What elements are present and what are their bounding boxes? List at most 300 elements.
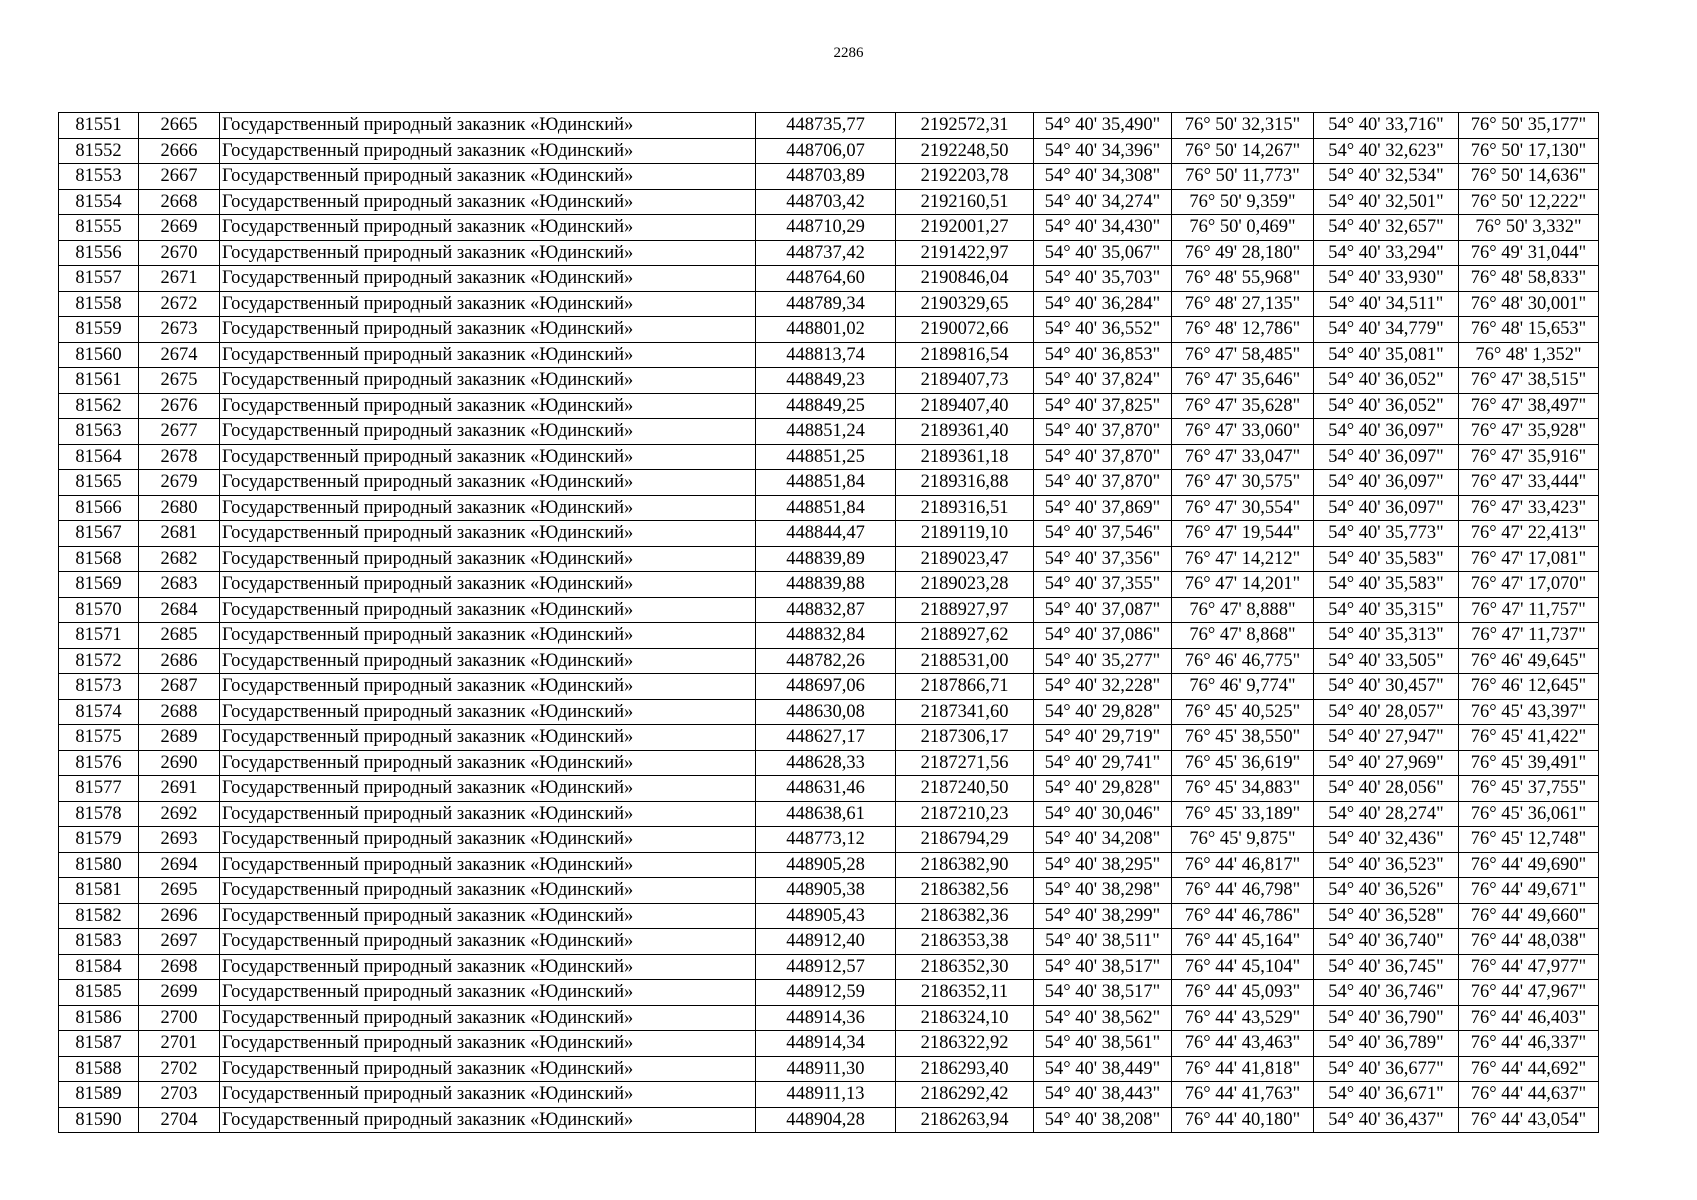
territory-name-cell: Государственный природный заказник «Юдинский» [220, 1107, 756, 1133]
point-number-cell: 2703 [139, 1082, 220, 1108]
territory-name-cell: Государственный природный заказник «Юдинский» [220, 725, 756, 751]
point-number-cell: 2670 [139, 240, 220, 266]
latitude-2-cell: 54° 40' 34,779" [1314, 317, 1459, 343]
longitude-2-cell: 76° 45' 36,061" [1459, 801, 1599, 827]
longitude-1-cell: 76° 45' 36,619" [1172, 750, 1314, 776]
territory-name-cell: Государственный природный заказник «Юдинский» [220, 215, 756, 241]
latitude-2-cell: 54° 40' 35,313" [1314, 623, 1459, 649]
coord-y-cell: 2191422,97 [896, 240, 1034, 266]
row-number-cell: 81551 [59, 113, 139, 139]
coord-x-cell: 448628,33 [756, 750, 896, 776]
longitude-2-cell: 76° 45' 12,748" [1459, 827, 1599, 853]
latitude-1-cell: 54° 40' 38,208" [1034, 1107, 1172, 1133]
point-number-cell: 2686 [139, 648, 220, 674]
table-row [59, 623, 1599, 649]
territory-name-cell: Государственный природный заказник «Юдинский» [220, 852, 756, 878]
row-number-cell: 81586 [59, 1005, 139, 1031]
territory-name-cell: Государственный природный заказник «Юдинский» [220, 827, 756, 853]
row-number-cell: 81561 [59, 368, 139, 394]
latitude-1-cell: 54° 40' 37,869" [1034, 495, 1172, 521]
latitude-2-cell: 54° 40' 32,657" [1314, 215, 1459, 241]
table-row [59, 393, 1599, 419]
coord-x-cell: 448905,38 [756, 878, 896, 904]
coord-x-cell: 448832,87 [756, 597, 896, 623]
longitude-1-cell: 76° 45' 40,525" [1172, 699, 1314, 725]
longitude-2-cell: 76° 44' 43,054" [1459, 1107, 1599, 1133]
table-row [59, 444, 1599, 470]
territory-name-cell: Государственный природный заказник «Юдинский» [220, 674, 756, 700]
table-row [59, 1082, 1599, 1108]
territory-name-cell: Государственный природный заказник «Юдинский» [220, 954, 756, 980]
longitude-1-cell: 76° 45' 34,883" [1172, 776, 1314, 802]
coord-x-cell: 448912,59 [756, 980, 896, 1006]
longitude-2-cell: 76° 45' 43,397" [1459, 699, 1599, 725]
latitude-1-cell: 54° 40' 32,228" [1034, 674, 1172, 700]
row-number-cell: 81553 [59, 164, 139, 190]
coord-x-cell: 448914,34 [756, 1031, 896, 1057]
territory-name-cell: Государственный природный заказник «Юдинский» [220, 444, 756, 470]
point-number-cell: 2671 [139, 266, 220, 292]
point-number-cell: 2673 [139, 317, 220, 343]
row-number-cell: 81572 [59, 648, 139, 674]
table-row [59, 240, 1599, 266]
table-row [59, 164, 1599, 190]
longitude-2-cell: 76° 45' 37,755" [1459, 776, 1599, 802]
latitude-1-cell: 54° 40' 38,517" [1034, 980, 1172, 1006]
coord-x-cell: 448844,47 [756, 521, 896, 547]
row-number-cell: 81569 [59, 572, 139, 598]
latitude-1-cell: 54° 40' 37,870" [1034, 419, 1172, 445]
longitude-2-cell: 76° 44' 48,038" [1459, 929, 1599, 955]
latitude-1-cell: 54° 40' 38,511" [1034, 929, 1172, 955]
coord-y-cell: 2186353,38 [896, 929, 1034, 955]
table-row [59, 699, 1599, 725]
territory-name-cell: Государственный природный заказник «Юдинский» [220, 572, 756, 598]
longitude-2-cell: 76° 46' 49,645" [1459, 648, 1599, 674]
longitude-1-cell: 76° 50' 0,469" [1172, 215, 1314, 241]
latitude-2-cell: 54° 40' 35,583" [1314, 572, 1459, 598]
coord-y-cell: 2192248,50 [896, 138, 1034, 164]
point-number-cell: 2698 [139, 954, 220, 980]
point-number-cell: 2704 [139, 1107, 220, 1133]
coord-x-cell: 448904,28 [756, 1107, 896, 1133]
table-row [59, 1107, 1599, 1133]
row-number-cell: 81557 [59, 266, 139, 292]
row-number-cell: 81573 [59, 674, 139, 700]
latitude-1-cell: 54° 40' 37,086" [1034, 623, 1172, 649]
coord-x-cell: 448905,43 [756, 903, 896, 929]
latitude-2-cell: 54° 40' 34,511" [1314, 291, 1459, 317]
longitude-1-cell: 76° 47' 19,544" [1172, 521, 1314, 547]
point-number-cell: 2677 [139, 419, 220, 445]
coord-x-cell: 448905,28 [756, 852, 896, 878]
point-number-cell: 2681 [139, 521, 220, 547]
longitude-2-cell: 76° 47' 11,757" [1459, 597, 1599, 623]
point-number-cell: 2696 [139, 903, 220, 929]
point-number-cell: 2694 [139, 852, 220, 878]
coord-y-cell: 2192160,51 [896, 189, 1034, 215]
coord-x-cell: 448789,34 [756, 291, 896, 317]
coord-y-cell: 2189316,88 [896, 470, 1034, 496]
coord-x-cell: 448914,36 [756, 1005, 896, 1031]
row-number-cell: 81577 [59, 776, 139, 802]
coord-y-cell: 2189407,73 [896, 368, 1034, 394]
table-row [59, 1031, 1599, 1057]
longitude-2-cell: 76° 45' 41,422" [1459, 725, 1599, 751]
longitude-1-cell: 76° 49' 28,180" [1172, 240, 1314, 266]
latitude-1-cell: 54° 40' 29,741" [1034, 750, 1172, 776]
latitude-1-cell: 54° 40' 30,046" [1034, 801, 1172, 827]
territory-name-cell: Государственный природный заказник «Юдинский» [220, 903, 756, 929]
row-number-cell: 81558 [59, 291, 139, 317]
territory-name-cell: Государственный природный заказник «Юдинский» [220, 699, 756, 725]
latitude-1-cell: 54° 40' 37,355" [1034, 572, 1172, 598]
table-row [59, 954, 1599, 980]
row-number-cell: 81566 [59, 495, 139, 521]
latitude-1-cell: 54° 40' 38,562" [1034, 1005, 1172, 1031]
row-number-cell: 81565 [59, 470, 139, 496]
territory-name-cell: Государственный природный заказник «Юдинский» [220, 1082, 756, 1108]
territory-name-cell: Государственный природный заказник «Юдинский» [220, 495, 756, 521]
row-number-cell: 81559 [59, 317, 139, 343]
coordinates-table-container [58, 112, 1599, 1133]
latitude-1-cell: 54° 40' 38,298" [1034, 878, 1172, 904]
latitude-2-cell: 54° 40' 35,315" [1314, 597, 1459, 623]
row-number-cell: 81578 [59, 801, 139, 827]
longitude-1-cell: 76° 47' 35,628" [1172, 393, 1314, 419]
longitude-1-cell: 76° 47' 33,047" [1172, 444, 1314, 470]
coord-x-cell: 448851,84 [756, 495, 896, 521]
territory-name-cell: Государственный природный заказник «Юдинский» [220, 648, 756, 674]
coord-y-cell: 2186324,10 [896, 1005, 1034, 1031]
longitude-1-cell: 76° 45' 9,875" [1172, 827, 1314, 853]
territory-name-cell: Государственный природный заказник «Юдинский» [220, 929, 756, 955]
territory-name-cell: Государственный природный заказник «Юдинский» [220, 1005, 756, 1031]
latitude-2-cell: 54° 40' 30,457" [1314, 674, 1459, 700]
table-row [59, 266, 1599, 292]
coord-y-cell: 2186322,92 [896, 1031, 1034, 1057]
latitude-2-cell: 54° 40' 33,505" [1314, 648, 1459, 674]
latitude-2-cell: 54° 40' 32,534" [1314, 164, 1459, 190]
coord-x-cell: 448782,26 [756, 648, 896, 674]
latitude-1-cell: 54° 40' 38,299" [1034, 903, 1172, 929]
coord-x-cell: 448851,24 [756, 419, 896, 445]
longitude-1-cell: 76° 50' 9,359" [1172, 189, 1314, 215]
row-number-cell: 81587 [59, 1031, 139, 1057]
longitude-2-cell: 76° 44' 49,690" [1459, 852, 1599, 878]
territory-name-cell: Государственный природный заказник «Юдинский» [220, 521, 756, 547]
latitude-1-cell: 54° 40' 38,561" [1034, 1031, 1172, 1057]
longitude-2-cell: 76° 46' 12,645" [1459, 674, 1599, 700]
longitude-2-cell: 76° 47' 38,515" [1459, 368, 1599, 394]
latitude-2-cell: 54° 40' 36,789" [1314, 1031, 1459, 1057]
longitude-1-cell: 76° 44' 40,180" [1172, 1107, 1314, 1133]
table-row [59, 189, 1599, 215]
row-number-cell: 81582 [59, 903, 139, 929]
longitude-1-cell: 76° 47' 30,575" [1172, 470, 1314, 496]
coord-x-cell: 448631,46 [756, 776, 896, 802]
coord-y-cell: 2187341,60 [896, 699, 1034, 725]
coord-x-cell: 448912,40 [756, 929, 896, 955]
latitude-2-cell: 54° 40' 36,097" [1314, 419, 1459, 445]
table-row [59, 215, 1599, 241]
territory-name-cell: Государственный природный заказник «Юдинский» [220, 597, 756, 623]
row-number-cell: 81560 [59, 342, 139, 368]
latitude-1-cell: 54° 40' 34,430" [1034, 215, 1172, 241]
coord-x-cell: 448710,29 [756, 215, 896, 241]
table-row [59, 419, 1599, 445]
latitude-2-cell: 54° 40' 36,523" [1314, 852, 1459, 878]
coordinates-table [58, 112, 1599, 1133]
longitude-1-cell: 76° 50' 32,315" [1172, 113, 1314, 139]
row-number-cell: 81556 [59, 240, 139, 266]
point-number-cell: 2702 [139, 1056, 220, 1082]
row-number-cell: 81576 [59, 750, 139, 776]
territory-name-cell: Государственный природный заказник «Юдинский» [220, 801, 756, 827]
longitude-1-cell: 76° 44' 46,786" [1172, 903, 1314, 929]
coord-y-cell: 2192203,78 [896, 164, 1034, 190]
row-number-cell: 81574 [59, 699, 139, 725]
point-number-cell: 2667 [139, 164, 220, 190]
coord-x-cell: 448630,08 [756, 699, 896, 725]
territory-name-cell: Государственный природный заказник «Юдинский» [220, 164, 756, 190]
point-number-cell: 2678 [139, 444, 220, 470]
territory-name-cell: Государственный природный заказник «Юдинский» [220, 419, 756, 445]
latitude-2-cell: 54° 40' 36,746" [1314, 980, 1459, 1006]
longitude-2-cell: 76° 47' 33,423" [1459, 495, 1599, 521]
coord-y-cell: 2187210,23 [896, 801, 1034, 827]
latitude-1-cell: 54° 40' 36,552" [1034, 317, 1172, 343]
longitude-1-cell: 76° 47' 8,888" [1172, 597, 1314, 623]
table-row [59, 495, 1599, 521]
point-number-cell: 2674 [139, 342, 220, 368]
longitude-1-cell: 76° 48' 55,968" [1172, 266, 1314, 292]
table-row [59, 342, 1599, 368]
coord-y-cell: 2186263,94 [896, 1107, 1034, 1133]
table-row [59, 725, 1599, 751]
point-number-cell: 2701 [139, 1031, 220, 1057]
coord-y-cell: 2189316,51 [896, 495, 1034, 521]
longitude-1-cell: 76° 47' 35,646" [1172, 368, 1314, 394]
table-row [59, 368, 1599, 394]
table-row [59, 1056, 1599, 1082]
coord-x-cell: 448697,06 [756, 674, 896, 700]
coord-y-cell: 2186352,30 [896, 954, 1034, 980]
table-row [59, 521, 1599, 547]
longitude-2-cell: 76° 47' 35,916" [1459, 444, 1599, 470]
coord-x-cell: 448849,23 [756, 368, 896, 394]
longitude-2-cell: 76° 48' 15,653" [1459, 317, 1599, 343]
territory-name-cell: Государственный природный заказник «Юдинский» [220, 342, 756, 368]
latitude-1-cell: 54° 40' 38,443" [1034, 1082, 1172, 1108]
table-row [59, 291, 1599, 317]
longitude-1-cell: 76° 44' 41,763" [1172, 1082, 1314, 1108]
territory-name-cell: Государственный природный заказник «Юдинский» [220, 368, 756, 394]
row-number-cell: 81552 [59, 138, 139, 164]
longitude-1-cell: 76° 44' 45,093" [1172, 980, 1314, 1006]
table-body [59, 113, 1599, 1133]
table-row [59, 903, 1599, 929]
coord-y-cell: 2187306,17 [896, 725, 1034, 751]
coord-y-cell: 2188531,00 [896, 648, 1034, 674]
longitude-2-cell: 76° 47' 33,444" [1459, 470, 1599, 496]
coord-x-cell: 448706,07 [756, 138, 896, 164]
point-number-cell: 2695 [139, 878, 220, 904]
longitude-1-cell: 76° 47' 8,868" [1172, 623, 1314, 649]
coord-x-cell: 448773,12 [756, 827, 896, 853]
point-number-cell: 2700 [139, 1005, 220, 1031]
territory-name-cell: Государственный природный заказник «Юдинский» [220, 189, 756, 215]
longitude-1-cell: 76° 50' 11,773" [1172, 164, 1314, 190]
point-number-cell: 2665 [139, 113, 220, 139]
coord-x-cell: 448851,25 [756, 444, 896, 470]
latitude-1-cell: 54° 40' 38,517" [1034, 954, 1172, 980]
longitude-1-cell: 76° 48' 27,135" [1172, 291, 1314, 317]
coord-x-cell: 448627,17 [756, 725, 896, 751]
latitude-2-cell: 54° 40' 36,745" [1314, 954, 1459, 980]
table-row [59, 572, 1599, 598]
latitude-1-cell: 54° 40' 35,277" [1034, 648, 1172, 674]
latitude-2-cell: 54° 40' 27,969" [1314, 750, 1459, 776]
territory-name-cell: Государственный природный заказник «Юдинский» [220, 291, 756, 317]
row-number-cell: 81570 [59, 597, 139, 623]
row-number-cell: 81555 [59, 215, 139, 241]
longitude-2-cell: 76° 48' 58,833" [1459, 266, 1599, 292]
territory-name-cell: Государственный природный заказник «Юдинский» [220, 266, 756, 292]
longitude-1-cell: 76° 46' 9,774" [1172, 674, 1314, 700]
table-row [59, 980, 1599, 1006]
longitude-1-cell: 76° 47' 30,554" [1172, 495, 1314, 521]
table-row [59, 1005, 1599, 1031]
longitude-2-cell: 76° 47' 11,737" [1459, 623, 1599, 649]
coord-x-cell: 448851,84 [756, 470, 896, 496]
table-row [59, 750, 1599, 776]
territory-name-cell: Государственный природный заказник «Юдинский» [220, 1031, 756, 1057]
longitude-1-cell: 76° 44' 46,817" [1172, 852, 1314, 878]
row-number-cell: 81554 [59, 189, 139, 215]
latitude-2-cell: 54° 40' 36,526" [1314, 878, 1459, 904]
coord-x-cell: 448764,60 [756, 266, 896, 292]
longitude-1-cell: 76° 44' 41,818" [1172, 1056, 1314, 1082]
latitude-2-cell: 54° 40' 32,436" [1314, 827, 1459, 853]
point-number-cell: 2697 [139, 929, 220, 955]
row-number-cell: 81571 [59, 623, 139, 649]
coord-x-cell: 448703,42 [756, 189, 896, 215]
latitude-1-cell: 54° 40' 37,356" [1034, 546, 1172, 572]
table-row [59, 674, 1599, 700]
territory-name-cell: Государственный природный заказник «Юдинский» [220, 878, 756, 904]
latitude-2-cell: 54° 40' 28,274" [1314, 801, 1459, 827]
latitude-2-cell: 54° 40' 33,716" [1314, 113, 1459, 139]
coord-y-cell: 2186382,90 [896, 852, 1034, 878]
row-number-cell: 81575 [59, 725, 139, 751]
latitude-1-cell: 54° 40' 29,719" [1034, 725, 1172, 751]
coord-y-cell: 2186352,11 [896, 980, 1034, 1006]
coord-x-cell: 448839,88 [756, 572, 896, 598]
coord-y-cell: 2192001,27 [896, 215, 1034, 241]
coord-y-cell: 2192572,31 [896, 113, 1034, 139]
latitude-2-cell: 54° 40' 33,294" [1314, 240, 1459, 266]
latitude-1-cell: 54° 40' 35,703" [1034, 266, 1172, 292]
latitude-2-cell: 54° 40' 28,056" [1314, 776, 1459, 802]
point-number-cell: 2685 [139, 623, 220, 649]
longitude-1-cell: 76° 47' 14,212" [1172, 546, 1314, 572]
table-row [59, 138, 1599, 164]
latitude-2-cell: 54° 40' 36,097" [1314, 495, 1459, 521]
longitude-2-cell: 76° 47' 17,081" [1459, 546, 1599, 572]
table-row [59, 827, 1599, 853]
coord-y-cell: 2187866,71 [896, 674, 1034, 700]
row-number-cell: 81589 [59, 1082, 139, 1108]
table-row [59, 113, 1599, 139]
point-number-cell: 2682 [139, 546, 220, 572]
row-number-cell: 81580 [59, 852, 139, 878]
longitude-1-cell: 76° 44' 45,164" [1172, 929, 1314, 955]
longitude-2-cell: 76° 44' 49,660" [1459, 903, 1599, 929]
table-row [59, 648, 1599, 674]
latitude-2-cell: 54° 40' 33,930" [1314, 266, 1459, 292]
coord-y-cell: 2186382,56 [896, 878, 1034, 904]
latitude-2-cell: 54° 40' 36,097" [1314, 444, 1459, 470]
longitude-1-cell: 76° 44' 45,104" [1172, 954, 1314, 980]
point-number-cell: 2672 [139, 291, 220, 317]
longitude-2-cell: 76° 50' 12,222" [1459, 189, 1599, 215]
longitude-2-cell: 76° 44' 44,637" [1459, 1082, 1599, 1108]
longitude-1-cell: 76° 50' 14,267" [1172, 138, 1314, 164]
coord-y-cell: 2186292,42 [896, 1082, 1034, 1108]
territory-name-cell: Государственный природный заказник «Юдинский» [220, 470, 756, 496]
territory-name-cell: Государственный природный заказник «Юдинский» [220, 1056, 756, 1082]
coord-x-cell: 448911,30 [756, 1056, 896, 1082]
coord-y-cell: 2189023,47 [896, 546, 1034, 572]
latitude-1-cell: 54° 40' 34,396" [1034, 138, 1172, 164]
row-number-cell: 81583 [59, 929, 139, 955]
latitude-2-cell: 54° 40' 36,052" [1314, 368, 1459, 394]
longitude-2-cell: 76° 47' 17,070" [1459, 572, 1599, 598]
longitude-1-cell: 76° 46' 46,775" [1172, 648, 1314, 674]
latitude-1-cell: 54° 40' 37,824" [1034, 368, 1172, 394]
point-number-cell: 2691 [139, 776, 220, 802]
point-number-cell: 2683 [139, 572, 220, 598]
table-row [59, 801, 1599, 827]
coord-y-cell: 2187240,50 [896, 776, 1034, 802]
longitude-2-cell: 76° 48' 30,001" [1459, 291, 1599, 317]
coord-x-cell: 448832,84 [756, 623, 896, 649]
latitude-2-cell: 54° 40' 36,740" [1314, 929, 1459, 955]
longitude-1-cell: 76° 44' 43,463" [1172, 1031, 1314, 1057]
territory-name-cell: Государственный природный заказник «Юдинский» [220, 240, 756, 266]
longitude-2-cell: 76° 48' 1,352" [1459, 342, 1599, 368]
coord-x-cell: 448912,57 [756, 954, 896, 980]
point-number-cell: 2680 [139, 495, 220, 521]
longitude-2-cell: 76° 47' 22,413" [1459, 521, 1599, 547]
longitude-2-cell: 76° 47' 35,928" [1459, 419, 1599, 445]
row-number-cell: 81581 [59, 878, 139, 904]
row-number-cell: 81585 [59, 980, 139, 1006]
coord-y-cell: 2189361,18 [896, 444, 1034, 470]
table-row [59, 929, 1599, 955]
latitude-2-cell: 54° 40' 35,081" [1314, 342, 1459, 368]
coord-y-cell: 2189023,28 [896, 572, 1034, 598]
latitude-1-cell: 54° 40' 36,284" [1034, 291, 1172, 317]
latitude-1-cell: 54° 40' 37,870" [1034, 470, 1172, 496]
longitude-1-cell: 76° 47' 33,060" [1172, 419, 1314, 445]
point-number-cell: 2693 [139, 827, 220, 853]
latitude-1-cell: 54° 40' 37,870" [1034, 444, 1172, 470]
latitude-2-cell: 54° 40' 27,947" [1314, 725, 1459, 751]
longitude-1-cell: 76° 44' 43,529" [1172, 1005, 1314, 1031]
latitude-1-cell: 54° 40' 29,828" [1034, 699, 1172, 725]
